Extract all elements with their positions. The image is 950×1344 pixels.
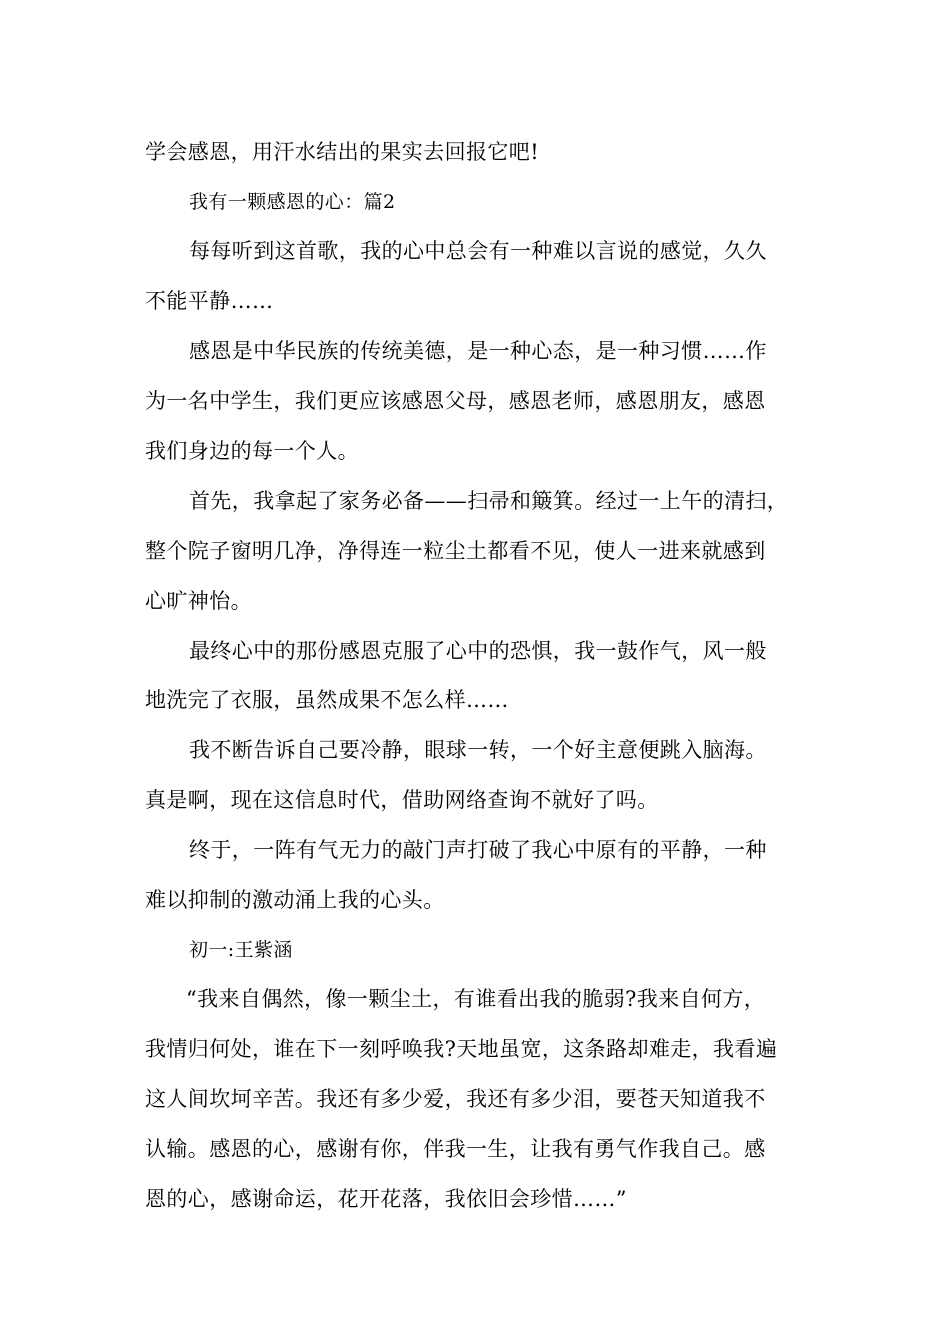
text-line-12: 地洗完了衣服，虽然成果不怎么样…… [145, 688, 509, 712]
text-line-16: 难以抑制的激动涌上我的心头。 [145, 888, 445, 912]
text-line-7: 我们身边的每一个人。 [145, 439, 359, 463]
text-line-19: 我情归何处，谁在下一刻呼唤我?天地虽宽，这条路却难走，我看遍 [145, 1037, 778, 1061]
text-line-11: 最终心中的那份感恩克服了心中的恐惧，我一鼓作气，风一般 [189, 639, 767, 663]
text-line-22: 恩的心，感谢命运，花开花落，我依旧会珍惜……” [145, 1187, 627, 1211]
text-line-18: “我来自偶然，像一颗尘土，有谁看出我的脆弱?我来自何方， [186, 987, 766, 1011]
text-line-8: 首先，我拿起了家务必备——扫帚和簸箕。经过一上午的清扫， [189, 489, 789, 513]
text-line-3: 每每听到这首歌，我的心中总会有一种难以言说的感觉，久久 [189, 239, 767, 263]
text-line-13: 我不断告诉自己要冷静，眼球一转，一个好主意便跳入脑海。 [189, 738, 767, 762]
text-line-5: 感恩是中华民族的传统美德，是一种心态，是一种习惯……作 [189, 339, 767, 363]
text-line-14: 真是啊，现在这信息时代，借助网络查询不就好了吗。 [145, 788, 659, 812]
text-line-15: 终于，一阵有气无力的敲门声打破了我心中原有的平静，一种 [189, 838, 767, 862]
author-line: 初一:王紫涵 [189, 939, 293, 961]
text-line-6: 为一名中学生，我们更应该感恩父母，感恩老师，感恩朋友，感恩 [145, 389, 766, 413]
text-line-20: 这人间坎坷辛苦。我还有多少爱，我还有多少泪，要苍天知道我不 [145, 1087, 766, 1111]
text-line-4: 不能平静…… [145, 289, 274, 313]
text-line-10: 心旷神怡。 [145, 589, 252, 613]
section-heading: 我有一颗感恩的心：篇2 [189, 191, 396, 213]
text-line-9: 整个院子窗明几净，净得连一粒尘土都看不见，使人一进来就感到 [145, 539, 766, 563]
text-line-21: 认输。感恩的心，感谢有你，伴我一生，让我有勇气作我自己。感 [145, 1137, 766, 1161]
text-line-1: 学会感恩，用汗水结出的果实去回报它吧! [145, 140, 540, 164]
